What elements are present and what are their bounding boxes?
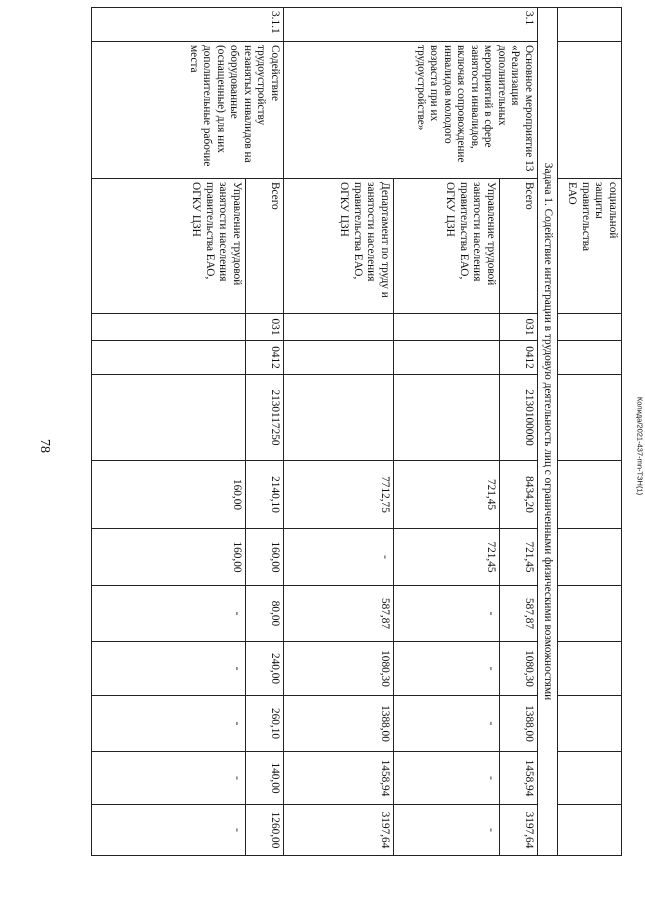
value-total: 7712,75 xyxy=(284,461,394,529)
value-year: 1388,00 xyxy=(500,696,538,752)
rzpr-cell: 0412 xyxy=(246,341,284,375)
value-year: - xyxy=(92,586,246,642)
value-year: - xyxy=(284,529,394,586)
value-year: 721,45 xyxy=(394,529,500,586)
table-header-continuation-row xyxy=(558,8,622,856)
value-year: 80,00 xyxy=(246,586,284,642)
budget-table-wrapper xyxy=(91,7,622,855)
executor-cell: Управление трудовой занятости населения правительства ЕАО, ОГКУ ЦЗН xyxy=(92,179,246,314)
executor-cell: Всего xyxy=(246,179,284,314)
value-total: 8434,20 xyxy=(500,461,538,529)
value-year: - xyxy=(394,752,500,805)
row-number: 3.1 xyxy=(284,8,538,42)
page-number: 78 xyxy=(37,439,52,453)
value-year: 1080,30 xyxy=(500,642,538,696)
row-number: 3.1.1 xyxy=(92,8,284,42)
value-year: - xyxy=(394,586,500,642)
value-year: 1080,30 xyxy=(284,642,394,696)
value-year: 140,00 xyxy=(246,752,284,805)
value-year: 1388,00 xyxy=(284,696,394,752)
value-year: - xyxy=(92,696,246,752)
csr-cell: 2130117250 xyxy=(246,375,284,461)
executor-cell: Всего xyxy=(500,179,538,314)
value-year: 3197,64 xyxy=(284,805,394,856)
value-year: 1260,00 xyxy=(246,805,284,856)
value-year: 160,00 xyxy=(246,529,284,586)
task-title: Задача 1. Содействие интеграции в трудовую деятельность лиц с ограниченными физическими возможностями xyxy=(538,8,558,856)
value-year: 1458,94 xyxy=(284,752,394,805)
executor-cell: Департамент по труду и занятости населения правительства ЕАО, ОГКУ ЦЗН xyxy=(284,179,394,314)
value-total: 721,45 xyxy=(394,461,500,529)
value-year: - xyxy=(92,642,246,696)
budget-table xyxy=(91,7,622,856)
value-year: - xyxy=(92,752,246,805)
task-row xyxy=(538,8,558,856)
grbs-cell: 031 xyxy=(246,314,284,341)
table-row xyxy=(500,8,538,856)
value-year: 260,10 xyxy=(246,696,284,752)
value-year: 160,00 xyxy=(92,529,246,586)
rotated-page-frame xyxy=(91,7,622,855)
value-year: 721,45 xyxy=(500,529,538,586)
executor-cell: Управление трудовой занятости населения правительства ЕАО, ОГКУ ЦЗН xyxy=(394,179,500,314)
event-name: Основное мероприятие 13 «Реализация дополнительных мероприятий в сфере занятости инвалидов, включая сопровождение инвалидов молодого возраста при их трудоустройстве» xyxy=(284,42,538,179)
rzpr-cell: 0412 xyxy=(500,341,538,375)
value-total: 2140,10 xyxy=(246,461,284,529)
value-year: 1458,94 xyxy=(500,752,538,805)
footer-code: Колида/2021-437-mn-ТЗН(1) xyxy=(635,396,645,496)
value-total: 160,00 xyxy=(92,461,246,529)
header-executor-cell: социальной защиты правительства ЕАО xyxy=(558,179,622,314)
value-year: 240,00 xyxy=(246,642,284,696)
value-year: 587,87 xyxy=(284,586,394,642)
value-year: 587,87 xyxy=(500,586,538,642)
table-row xyxy=(246,8,284,856)
event-name: Содействие трудоустройству незанятых инвалидов на оборудованные (оснащенные) для них дополнительные рабочие места xyxy=(92,42,284,179)
value-year: - xyxy=(394,642,500,696)
value-year: - xyxy=(394,696,500,752)
value-year: - xyxy=(394,805,500,856)
value-year: 3197,64 xyxy=(500,805,538,856)
csr-cell: 2130100000 xyxy=(500,375,538,461)
value-year: - xyxy=(92,805,246,856)
grbs-cell: 031 xyxy=(500,314,538,341)
